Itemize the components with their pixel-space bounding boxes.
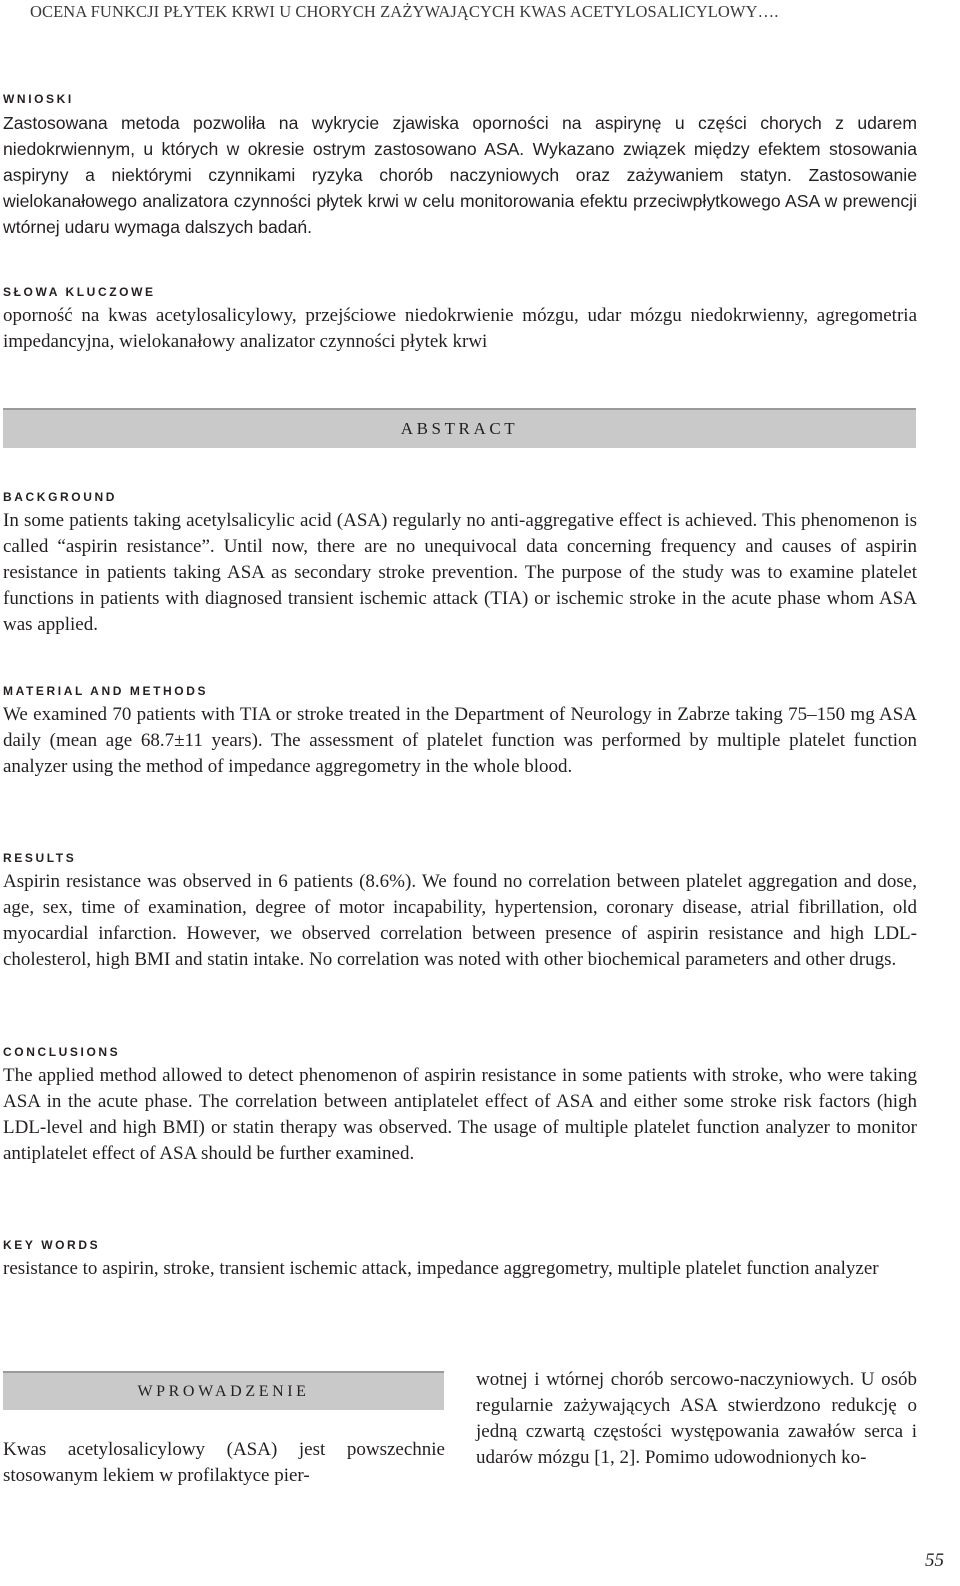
running-head: OCENA FUNKCJI PŁYTEK KRWI U CHORYCH ZAŻYWAJĄCYCH KWAS ACETYLOSALICYLOWY…. bbox=[30, 2, 779, 21]
methods-heading: MATERIAL AND METHODS bbox=[3, 684, 209, 698]
key-words-heading: KEY WORDS bbox=[3, 1238, 101, 1252]
methods-text: We examined 70 patients with TIA or stroke treated in the Department of Neurology in Zabrze taking 75–150 mg ASA daily (mean age 68.7±11 years). The assessment of platelet function was performed by multiple platelet function analyzer using the method of impedance aggregometry in the whole blood. bbox=[3, 704, 917, 777]
results-section bbox=[3, 851, 917, 973]
introduction-left-text: Kwas acetylosalicylowy (ASA) jest powszechnie stosowanym lekiem w profilaktyce pier- bbox=[3, 1439, 445, 1486]
results-heading: RESULTS bbox=[3, 851, 77, 865]
conclusions-text: The applied method allowed to detect phenomenon of aspirin resistance in some patients with stroke, who were taking ASA in the acute phase. The correlation between antiplatelet effect of ASA and either some stroke risk factors (high LDL-level and high BMI) or statin therapy was observed. The usage of multiple platelet function analyzer to monitor antiplatelet effect of ASA should be further examined. bbox=[3, 1065, 917, 1164]
conclusions-heading: CONCLUSIONS bbox=[3, 1045, 121, 1059]
background-heading: BACKGROUND bbox=[3, 490, 117, 504]
background-section bbox=[3, 490, 917, 638]
introduction-right-text: wotnej i wtórnej chorób sercowo-naczyniowych. U osób regularnie zażywających ASA stwierdzono redukcję o jedną czwartą częstości występowania zawałów serca i udarów mózgu [1, 2]. Pomimo udowodnionych ko- bbox=[476, 1369, 917, 1468]
introduction-right-column bbox=[476, 1367, 917, 1471]
page-number: 55 bbox=[925, 1550, 944, 1571]
background-text: In some patients taking acetylsalicylic acid (ASA) regularly no anti-aggregative effect is achieved. This phenomenon is called “aspirin resistance”. Until now, there are no unequivocal data concerning frequency and causes of aspirin resistance in patients taking ASA as secondary stroke prevention. The purpose of the study was to examine platelet functions in patients with diagnosed transient ischemic attack (TIA) or ischemic stroke in the acute phase whom ASA was applied. bbox=[3, 510, 917, 635]
abstract-title: ABSTRACT bbox=[400, 419, 519, 438]
introduction-left-column bbox=[3, 1437, 445, 1489]
slowa-kluczowe-heading: SŁOWA KLUCZOWE bbox=[3, 285, 156, 299]
introduction-banner bbox=[3, 1371, 444, 1410]
key-words-text: resistance to aspirin, stroke, transient ischemic attack, impedance aggregometry, multiple platelet function analyzer bbox=[3, 1258, 879, 1279]
introduction-title: WPROWADZENIE bbox=[137, 1382, 310, 1400]
wnioski-section bbox=[3, 92, 917, 240]
wnioski-heading: WNIOSKI bbox=[3, 92, 74, 106]
key-words-section bbox=[3, 1238, 917, 1282]
conclusions-section bbox=[3, 1045, 917, 1167]
slowa-kluczowe-section bbox=[3, 285, 917, 355]
methods-section bbox=[3, 684, 917, 780]
slowa-kluczowe-text: oporność na kwas acetylosalicylowy, przejściowe niedokrwienie mózgu, udar mózgu niedokrwienny, agregometria impedancyjna, wielokanałowy analizator czynności płytek krwi bbox=[3, 305, 917, 352]
abstract-banner bbox=[3, 408, 916, 448]
results-text: Aspirin resistance was observed in 6 patients (8.6%). We found no correlation between platelet aggregation and dose, age, sex, time of examination, degree of motor incapability, hypertension, coronary disease, atrial fibrillation, old myocardial infarction. However, we observed correlation between presence of aspirin resistance and high LDL-cholesterol, high BMI and statin intake. No correlation was noted with other biochemical parameters and other drugs. bbox=[3, 871, 917, 970]
wnioski-text: Zastosowana metoda pozwoliła na wykrycie zjawiska oporności na aspirynę u części chorych z udarem niedokrwiennym, u których w okresie ostrym zastosowano ASA. Wykazano związek między efektem stosowania aspiryny a niektórymi czynnikami ryzyka chorób naczyniowych oraz zażywaniem statyn. Zastosowanie wielokanałowego analizatora czynności płytek krwi w celu monitorowania efektu przeciwpłytkowego ASA w prewencji wtórnej udaru wymaga dalszych badań. bbox=[3, 113, 917, 237]
